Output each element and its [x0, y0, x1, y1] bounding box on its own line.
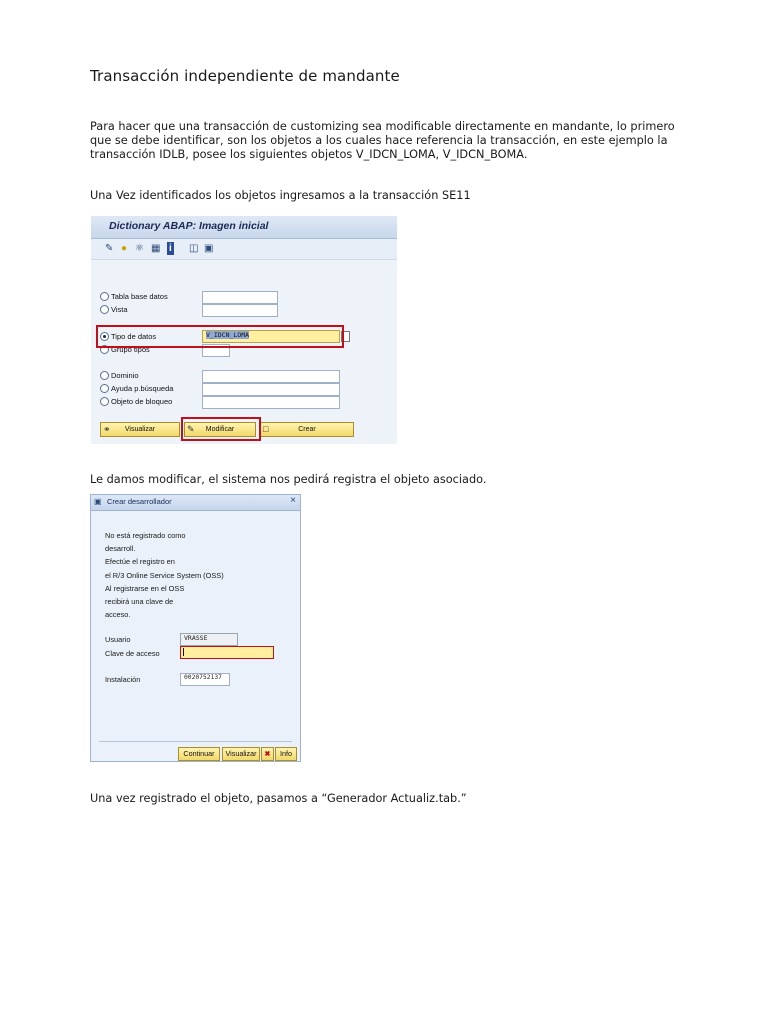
crear-desarrollador-dialog [90, 494, 301, 762]
option-vista[interactable] [100, 305, 128, 318]
option-label: Ayuda p.búsqueda [111, 384, 174, 393]
delete-icon[interactable]: ▣ [204, 243, 214, 254]
glasses-icon: ⚭ [103, 424, 111, 434]
dictionary-title-bar [91, 216, 397, 239]
dominio-input[interactable] [202, 370, 340, 383]
visualizar-dialog-button[interactable] [222, 747, 260, 761]
radio-tabla[interactable] [100, 292, 109, 301]
radio-objeto-de-bloqueo[interactable] [100, 397, 109, 406]
intro-paragraph: Para hacer que una transacción de customizing sea modificable directamente en mandante, lo primero que se debe identificar, son los objetos a los cuales hace referencia la transacción, en este ejemplo la transacción IDLB, posee los siguientes objetos V_IDCN_LOMA, V_IDCN_BOMA. [90, 120, 675, 162]
info-i-icon[interactable]: i [169, 243, 172, 254]
usuario-input[interactable] [180, 633, 238, 646]
dictionary-toolbar [91, 239, 397, 260]
visualizar-button[interactable] [100, 422, 180, 437]
dialog-divider [99, 741, 292, 742]
info-button[interactable] [275, 747, 297, 761]
instalacion-value: 0020752137 [184, 674, 222, 681]
tipo-de-datos-value: V_IDCN_LOMA [206, 331, 250, 339]
instalacion-input[interactable] [180, 673, 230, 686]
usuario-label: Usuario [105, 635, 131, 644]
message-line: No está registrado como [105, 531, 186, 540]
new-document-icon: □ [263, 424, 269, 434]
option-label: Grupo tipos [111, 345, 150, 354]
option-label: Dominio [111, 371, 139, 380]
message-line: Al registrarse en el OSS [105, 583, 185, 593]
continuar-label: Continuar [183, 749, 215, 758]
dictionary-title: Dictionary ABAP: Imagen inicial [109, 220, 269, 232]
copy-icon[interactable]: ◫ [189, 243, 199, 254]
objeto-de-bloqueo-input[interactable] [202, 396, 340, 409]
instalacion-label: Instalación [105, 675, 141, 684]
tabla-base-datos-input[interactable] [202, 291, 278, 304]
pencil-icon: ✎ [187, 424, 195, 434]
info-icon[interactable]: ▦ [151, 243, 161, 254]
highlight-modificar [181, 417, 261, 441]
option-label: Vista [111, 305, 128, 314]
cancel-button[interactable] [261, 747, 274, 761]
dialog-title: Crear desarrollador [107, 497, 172, 506]
clave-de-acceso-label: Clave de acceso [105, 649, 160, 658]
highlight-tipo-de-datos [96, 325, 344, 348]
message-line: el R/3 Online Service System (OSS) [105, 570, 224, 580]
text-cursor [183, 648, 184, 656]
where-used-icon[interactable]: ● [121, 243, 128, 254]
message-line: acceso. [105, 610, 131, 620]
clave-de-acceso-input[interactable] [180, 646, 274, 659]
option-label: Tabla base datos [111, 292, 168, 301]
message-line: Efectúe el registro en [105, 557, 175, 567]
dialog-message [105, 529, 224, 621]
registrado-paragraph: Una vez registrado el objeto, pasamos a “Generador Actualiz.tab.” [90, 792, 467, 805]
radio-ayuda-busqueda[interactable] [100, 384, 109, 393]
display-object-list-icon[interactable]: ✎ [105, 243, 114, 254]
option-tabla-base-datos[interactable] [100, 292, 168, 305]
radio-dominio[interactable] [100, 371, 109, 380]
option-dominio[interactable] [100, 371, 139, 384]
visualizar-dialog-label: Visualizar [225, 749, 257, 758]
visualizar-label: Visualizar [124, 426, 156, 433]
option-label: Tipo de datos [111, 332, 157, 341]
modificar-label: Modificar [205, 426, 235, 433]
option-ayuda-busqueda[interactable] [100, 384, 173, 397]
continuar-button[interactable] [178, 747, 220, 761]
vista-input[interactable] [202, 304, 278, 317]
close-icon[interactable]: × [290, 495, 296, 506]
radio-vista[interactable] [100, 305, 109, 314]
document-title: Transacción independiente de mandante [90, 67, 400, 85]
crear-button[interactable] [260, 422, 354, 437]
dialog-window-icon: ▣ [94, 497, 102, 506]
info-label: Info [280, 749, 292, 758]
option-label: Objeto de bloqueo [111, 397, 173, 406]
se11-paragraph: Una Vez identificados los objetos ingresamos a la transacción SE11 [90, 189, 471, 202]
modificar-paragraph: Le damos modificar, el sistema nos pedirá registra el objeto asociado. [90, 473, 487, 486]
message-line: desarroll. [105, 544, 136, 554]
cancel-x-icon: ✖ [264, 749, 271, 758]
ayuda-busqueda-input[interactable] [202, 383, 340, 396]
hierarchy-icon[interactable]: ⚛ [135, 243, 144, 254]
dictionary-abap-screenshot [91, 216, 397, 444]
option-objeto-de-bloqueo[interactable] [100, 397, 172, 410]
usuario-value: VRASSE [184, 634, 208, 642]
crear-label: Crear [298, 426, 316, 433]
dialog-title-bar [91, 495, 300, 511]
message-line: recibirá una clave de [105, 597, 174, 607]
